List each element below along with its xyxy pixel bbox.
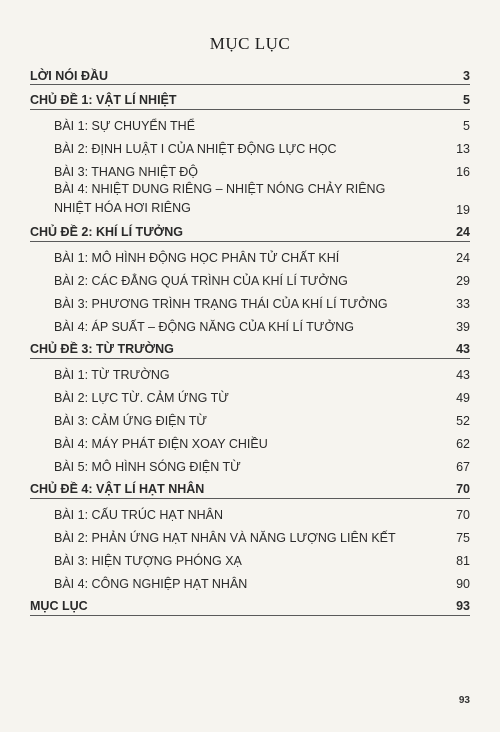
toc-entry-label: BÀI 2: ĐỊNH LUẬT I CỦA NHIỆT ĐỘNG LỰC HỌC [54,142,337,156]
divider [30,498,470,499]
toc-page-number: 43 [456,368,470,382]
toc-page-number: 5 [463,93,470,107]
divider [30,615,470,616]
toc-page-number: 70 [456,482,470,496]
toc-page-number: 39 [456,320,470,334]
toc-entry-label: BÀI 3: CẢM ỨNG ĐIỆN TỪ [54,414,208,428]
toc-page-number: 49 [456,391,470,405]
toc-entry-label: BÀI 1: SỰ CHUYỂN THỂ [54,119,196,133]
toc-lesson[interactable] [30,406,470,429]
toc-lesson[interactable] [30,180,470,218]
toc-page-number: 19 [456,203,470,217]
table-of-contents [30,66,470,617]
toc-topic-3[interactable] [30,335,470,357]
toc-page-number: 33 [456,297,470,311]
toc-entry-label: LỜI NÓI ĐẦU [30,69,109,83]
toc-page-number: 81 [456,554,470,568]
toc-entry-label: BÀI 3: PHƯƠNG TRÌNH TRẠNG THÁI CỦA KHÍ LÍ TƯỞNG [54,297,388,311]
toc-page-number: 62 [456,437,470,451]
toc-lesson[interactable] [30,266,470,289]
toc-page-number: 5 [463,119,470,133]
toc-lesson[interactable] [30,383,470,406]
toc-entry-label: CHỦ ĐỀ 1: VẬT LÍ NHIỆT [30,93,177,107]
toc-topic-4[interactable] [30,475,470,497]
toc-page-number: 75 [456,531,470,545]
toc-entry-label: BÀI 4: ÁP SUẤT – ĐỘNG NĂNG CỦA KHÍ LÍ TƯỞNG [54,320,354,334]
toc-entry-label: BÀI 2: LỰC TỪ. CẢM ỨNG TỪ [54,391,229,405]
page-title: MỤC LỤC [209,34,291,53]
toc-page-number: 52 [456,414,470,428]
toc-lesson[interactable] [30,523,470,546]
toc-lesson[interactable] [30,289,470,312]
toc-topic-1[interactable] [30,86,470,108]
toc-front-matter[interactable] [30,66,470,84]
toc-lesson[interactable] [30,429,470,452]
toc-lesson[interactable] [30,546,470,569]
toc-entry-label: MỤC LỤC [30,599,88,613]
toc-page-number: 67 [456,460,470,474]
toc-entry-label-line1: BÀI 4: NHIỆT DUNG RIÊNG – NHIỆT NÓNG CHẢY RIÊNG [54,182,386,196]
page-folio: 93 [458,695,470,706]
toc-page-number: 3 [463,69,470,83]
toc-lesson[interactable] [30,134,470,157]
toc-page-number: 29 [456,274,470,288]
toc-page-number: 24 [456,225,470,239]
toc-lesson[interactable] [30,312,470,335]
toc-lesson[interactable] [30,452,470,475]
toc-page-number: 16 [456,165,470,179]
toc-entry-label: BÀI 4: CÔNG NGHIỆP HẠT NHÂN [54,577,248,591]
divider [30,109,470,110]
toc-entry-label: CHỦ ĐỀ 2: KHÍ LÍ TƯỞNG [30,225,183,239]
toc-lesson[interactable] [30,157,470,180]
toc-page-number: 93 [456,599,470,613]
toc-entry-label: CHỦ ĐỀ 3: TỪ TRƯỜNG [30,342,174,356]
divider [30,241,470,242]
toc-page-number: 90 [456,577,470,591]
toc-lesson[interactable] [30,500,470,523]
toc-entry-label-line2: NHIỆT HÓA HƠI RIÊNG [54,201,191,215]
toc-entry-label: BÀI 2: CÁC ĐẲNG QUÁ TRÌNH CỦA KHÍ LÍ TƯỞNG [54,274,348,288]
toc-entry-label: BÀI 3: HIỆN TƯỢNG PHÓNG XẠ [54,554,242,568]
toc-lesson[interactable] [30,243,470,266]
toc-entry-label: BÀI 1: MÔ HÌNH ĐỘNG HỌC PHÂN TỬ CHẤT KHÍ [54,251,340,265]
toc-topic-2[interactable] [30,218,470,240]
divider [30,358,470,359]
divider [30,84,470,85]
toc-page-number: 43 [456,342,470,356]
toc-entry-label: BÀI 4: MÁY PHÁT ĐIỆN XOAY CHIỀU [54,437,268,451]
toc-page-number: 13 [456,142,470,156]
toc-entry-label: BÀI 2: PHẢN ỨNG HẠT NHÂN VÀ NĂNG LƯỢNG LIÊN KẾT [54,531,396,545]
toc-contents-entry[interactable] [30,592,470,614]
toc-entry-label: BÀI 5: MÔ HÌNH SÓNG ĐIỆN TỪ [54,460,241,474]
toc-entry-label: BÀI 3: THANG NHIỆT ĐỘ [54,165,199,179]
toc-lesson[interactable] [30,569,470,592]
toc-entry-label: BÀI 1: CẤU TRÚC HẠT NHÂN [54,508,224,522]
toc-page-number: 70 [456,508,470,522]
toc-entry-label [30,180,446,218]
toc-lesson[interactable] [30,360,470,383]
toc-lesson[interactable] [30,111,470,134]
toc-page-number: 24 [456,251,470,265]
toc-entry-label: BÀI 1: TỪ TRƯỜNG [54,368,170,382]
toc-entry-label: CHỦ ĐỀ 4: VẬT LÍ HẠT NHÂN [30,482,205,496]
